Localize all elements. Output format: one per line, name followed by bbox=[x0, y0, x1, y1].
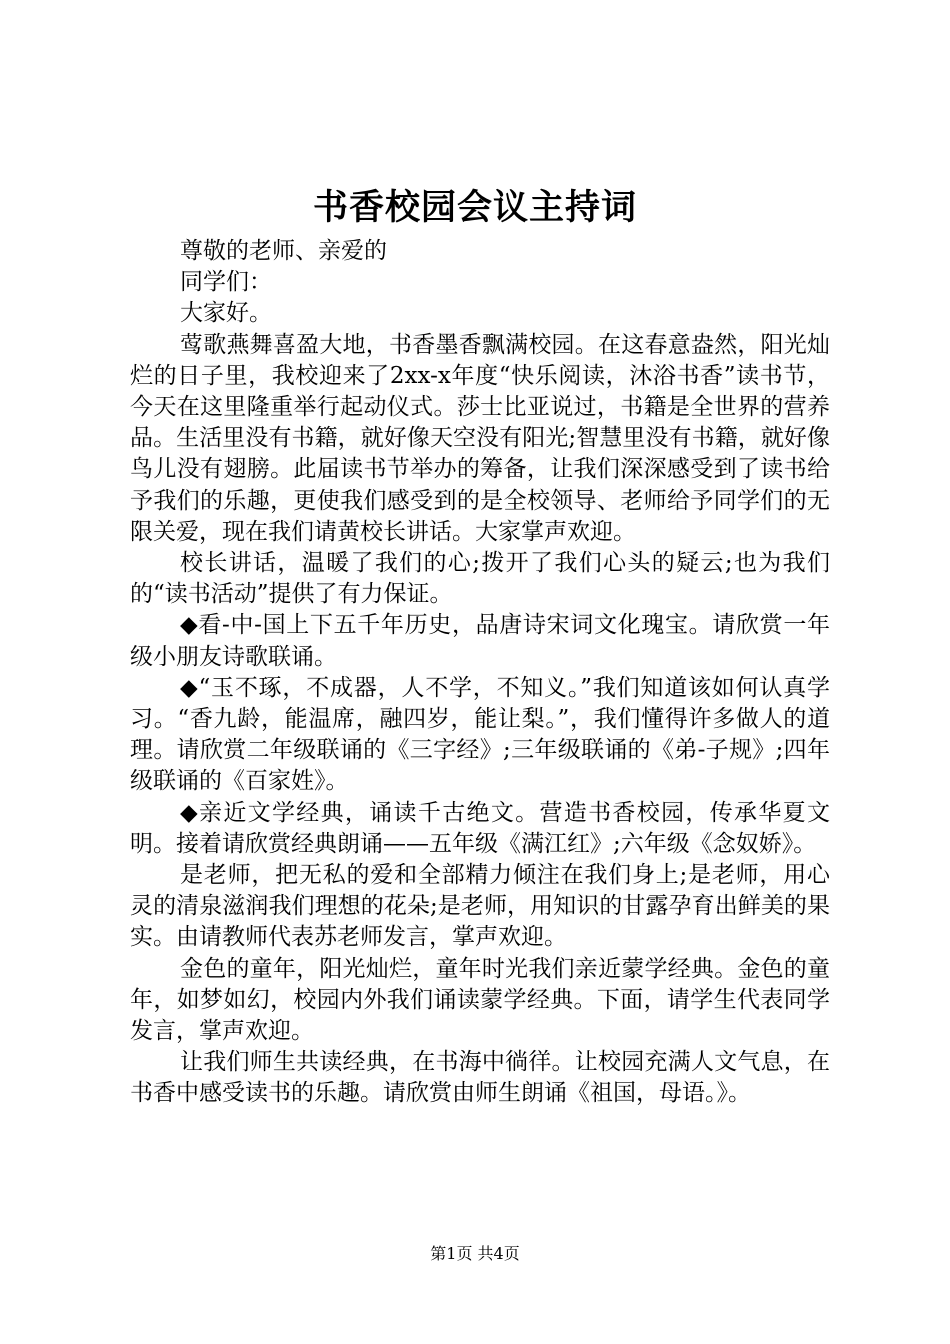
paragraph-teacher: 是老师，把无私的爱和全部精力倾注在我们身上;是老师，用心灵的清泉滋润我们理想的花朵;是老师，用知识的甘露孕育出鲜美的果实。由请教师代表苏老师发言，掌声欢迎。 bbox=[130, 862, 830, 951]
paragraph-closing: 让我们师生共读经典，在书海中徜徉。让校园充满人文气息，在书香中感受读书的乐趣。请欣赏由师生朗诵《祖国，母语。》。 bbox=[130, 1049, 830, 1107]
paragraph-opening: 莺歌燕舞喜盈大地，书香墨香飘满校园。在这春意盎然，阳光灿烂的日子里，我校迎来了2xx-x年度“快乐阅读，沐浴书香”读书节，今天在这里隆重举行起动仪式。莎士比亚说过，书籍是全世界的营养品。生活里没有书籍，就好像天空没有阳光;智慧里没有书籍，就好像鸟儿没有翅膀。此届读书节举办的筹备，让我们深深感受到了读书给予我们的乐趣，更使我们感受到的是全校领导、老师给予同学们的无限关爱，现在我们请黄校长讲话。大家掌声欢迎。 bbox=[130, 331, 830, 545]
paragraph-childhood: 金色的童年，阳光灿烂，童年时光我们亲近蒙学经典。金色的童年，如梦如幻，校园内外我们诵读蒙学经典。下面，请学生代表同学发言，掌声欢迎。 bbox=[130, 955, 830, 1045]
document-title: 书香校园会议主持词 bbox=[312, 187, 637, 228]
paragraph-salutation-1: 尊敬的老师、亲爱的 bbox=[180, 238, 387, 264]
paragraph-classics: ◆“玉不琢，不成器，人不学，不知义。”我们知道该如何认真学习。“香九龄，能温席，融四岁，能让梨。”，我们懂得许多做人的道理。请欣赏二年级联诵的《三字经》;三年级联诵的《弟-子规》;四年级联诵的《百家姓》。 bbox=[130, 674, 830, 795]
paragraph-greeting: 大家好。 bbox=[180, 300, 272, 327]
paragraph-salutation-2: 同学们： bbox=[180, 269, 272, 296]
paragraph-grade-one: ◆看-中-国上下五千年历史，品唐诗宋词文化瑰宝。请欣赏一年级小朋友诗歌联诵。 bbox=[130, 612, 830, 670]
paragraph-principal-speech: 校长讲话，温暖了我们的心;拨开了我们心头的疑云;也为我们的“读书活动”提供了有力保证。 bbox=[130, 550, 830, 608]
document-body bbox=[130, 236, 830, 1110]
page-number: 第1页 共4页 bbox=[430, 1244, 520, 1263]
paragraph-literature: ◆亲近文学经典，诵读千古绝文。营造书香校园，传承华夏文明。接着请欣赏经典朗诵——五年级《满江红》;六年级《念奴娇》。 bbox=[130, 799, 830, 857]
